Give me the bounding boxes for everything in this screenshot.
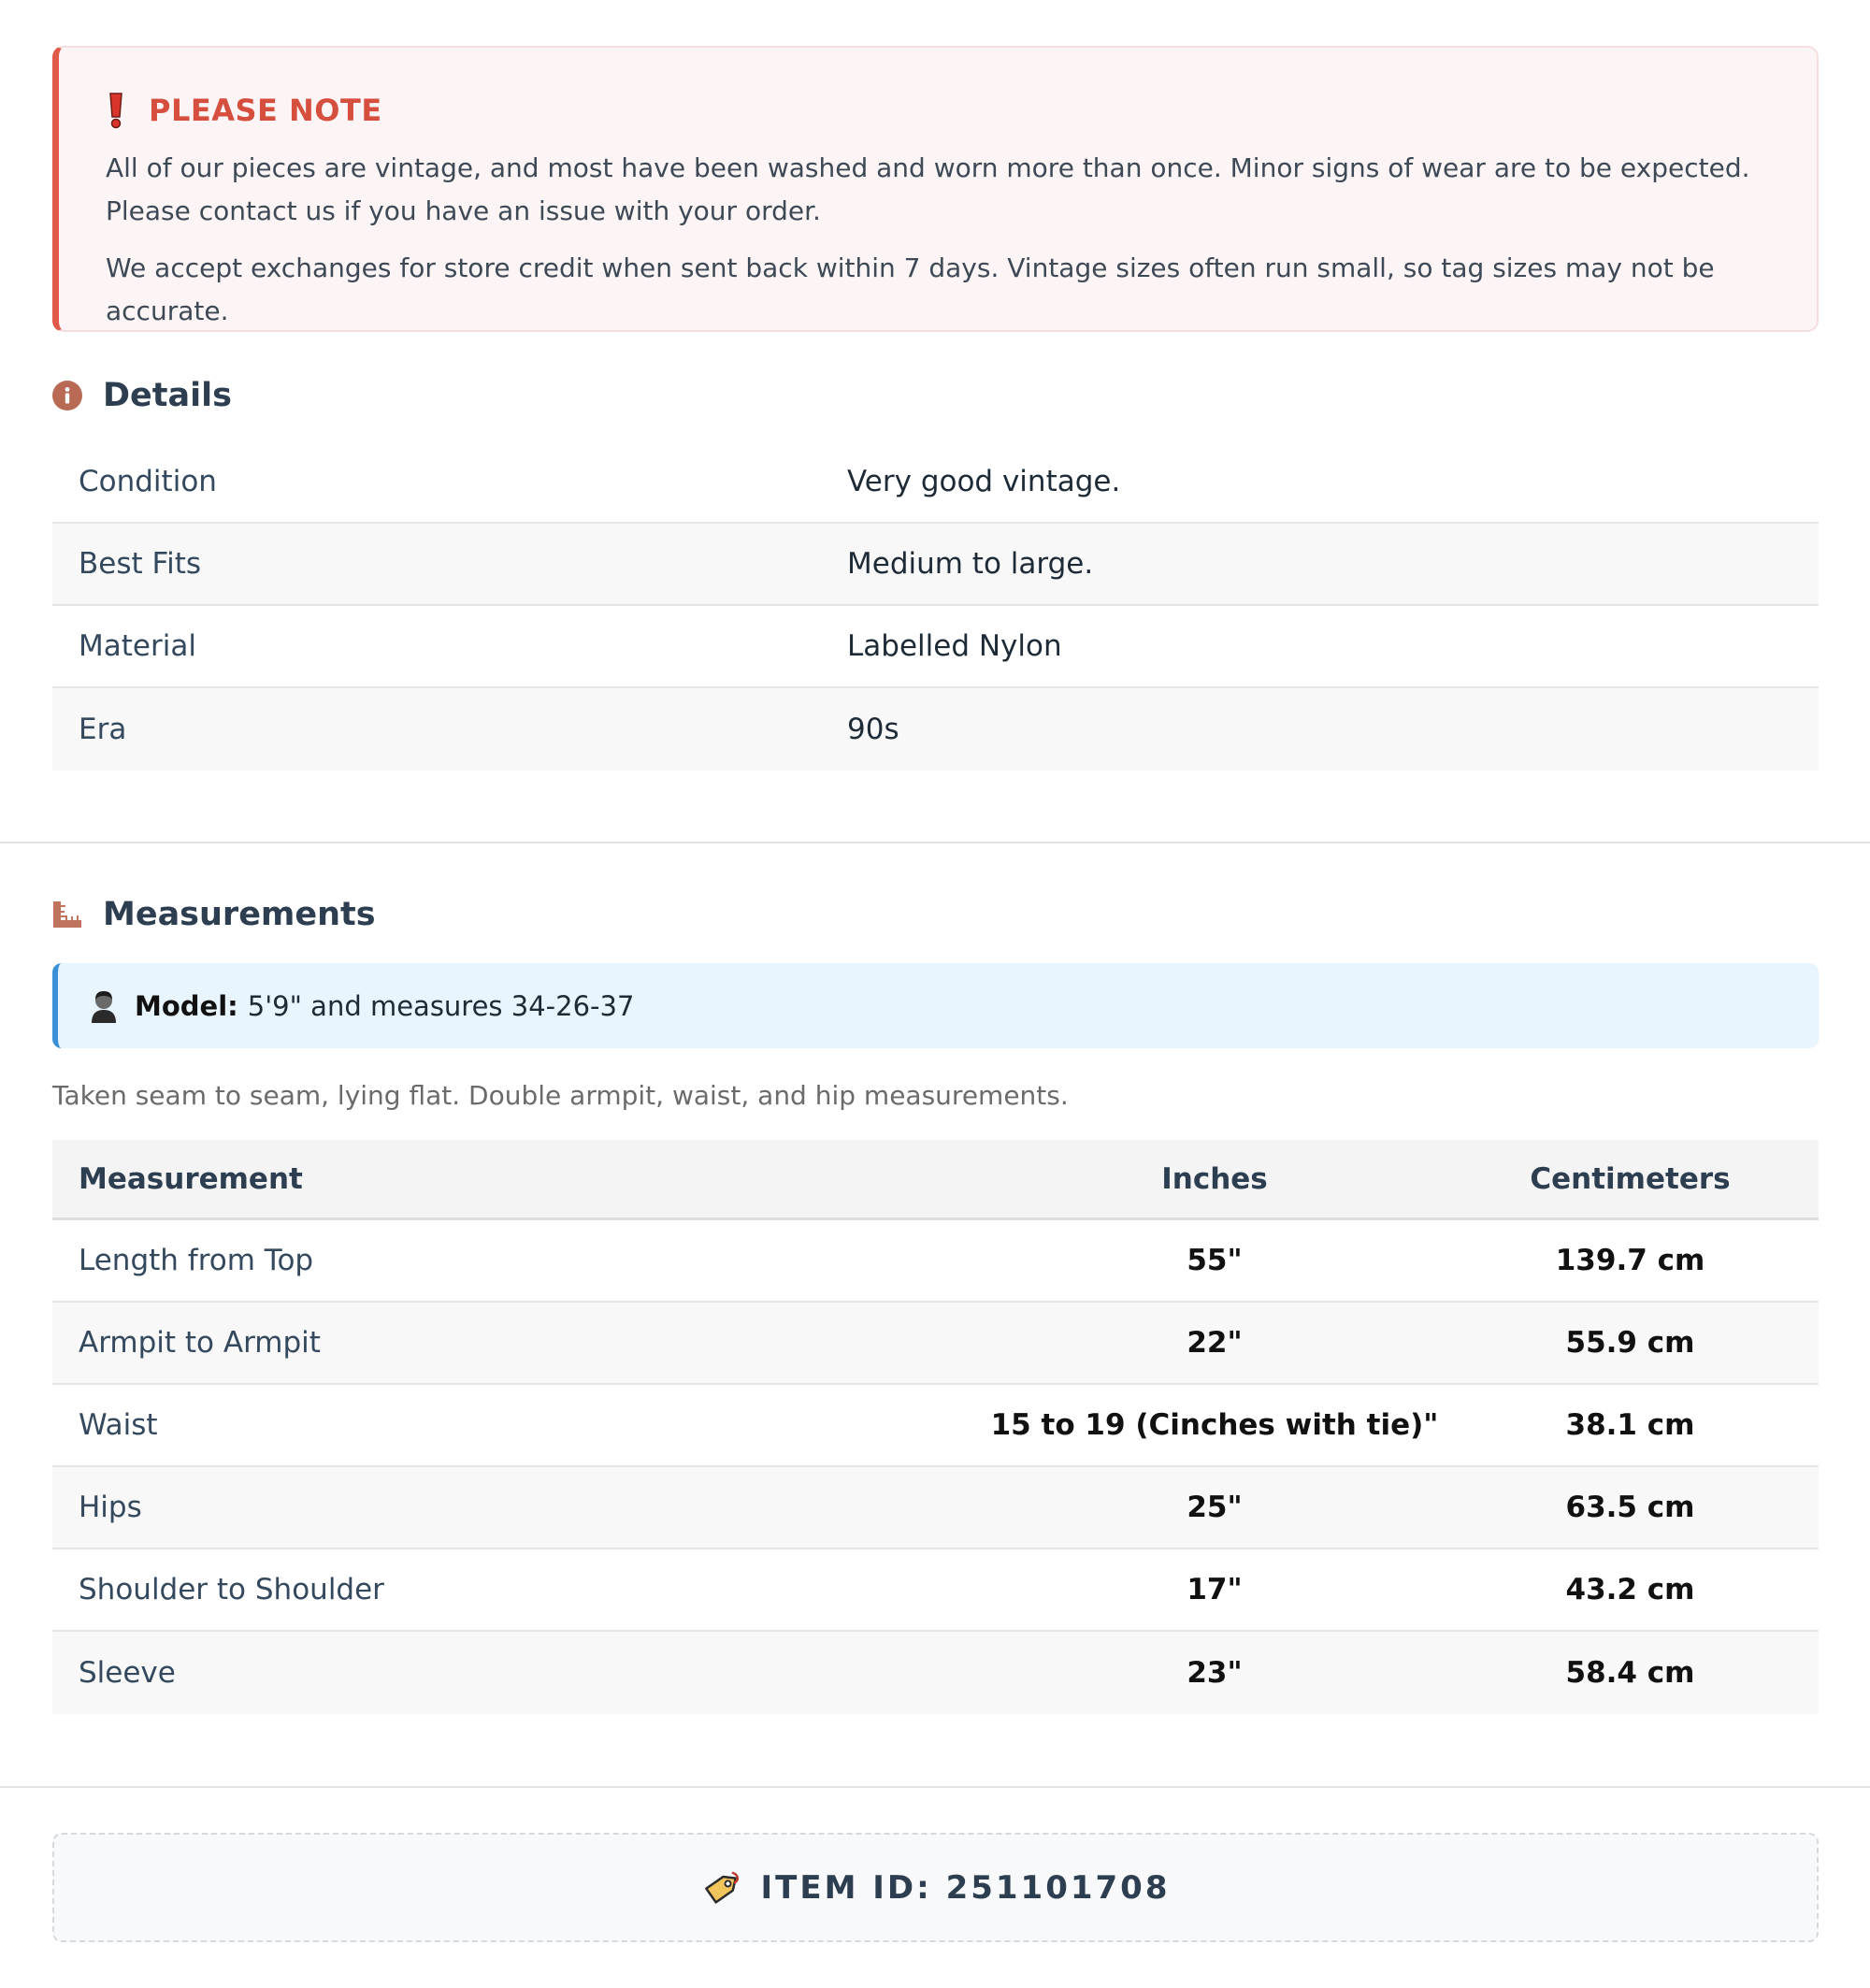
- column-header: Centimeters: [1530, 1161, 1731, 1196]
- exclamation-icon: [106, 92, 126, 129]
- item-id-value: 251101708: [945, 1868, 1171, 1907]
- measurement-cm: 38.1 cm: [1565, 1408, 1695, 1442]
- table-row: [52, 1549, 1819, 1632]
- table-row: [52, 1467, 1819, 1549]
- model-info: [52, 963, 1819, 1048]
- notice-paragraph: All of our pieces are vintage, and most have been washed and worn more than once. Minor signs of wear are to be expected. Please contact us if you have an issue with your order.: [106, 152, 1750, 226]
- details-row: [52, 688, 1819, 771]
- measurement-inches: 15 to 19 (Cinches with tie)": [990, 1408, 1439, 1442]
- notice-paragraph: We accept exchanges for store credit when sent back within 7 days. Vintage sizes often run small, so tag sizes may not be accurate.: [106, 252, 1715, 326]
- measurement-name: Waist: [79, 1408, 158, 1442]
- details-heading: [52, 375, 232, 416]
- measurement-inches: 55": [1187, 1244, 1243, 1277]
- measurements-title: Measurements: [103, 896, 376, 933]
- measurement-inches: 22": [1187, 1326, 1243, 1360]
- measurement-name: Armpit to Armpit: [79, 1326, 321, 1360]
- measurement-inches: 17": [1187, 1573, 1243, 1606]
- section-divider: [0, 842, 1870, 843]
- measurement-cm: 139.7 cm: [1555, 1244, 1705, 1277]
- details-title: Details: [103, 377, 232, 414]
- measurement-cm: 63.5 cm: [1565, 1491, 1695, 1524]
- measurement-inches: 25": [1187, 1491, 1243, 1524]
- measurements-table: [52, 1140, 1819, 1714]
- measurement-inches: 23": [1187, 1656, 1243, 1690]
- column-header: Measurement: [79, 1161, 303, 1196]
- measurement-name: Sleeve: [79, 1656, 176, 1690]
- table-row: [52, 1303, 1819, 1385]
- measurements-heading: [52, 894, 376, 935]
- notice-box: [52, 46, 1819, 332]
- item-id-box: [52, 1833, 1819, 1942]
- details-label: Material: [79, 629, 196, 663]
- tag-icon: [701, 1867, 742, 1909]
- measurement-name: Shoulder to Shoulder: [79, 1573, 384, 1606]
- measurement-cm: 55.9 cm: [1565, 1326, 1695, 1360]
- details-label: Best Fits: [79, 547, 201, 581]
- notice-title: PLEASE NOTE: [149, 93, 382, 128]
- info-icon: [52, 381, 82, 411]
- details-table: [52, 441, 1819, 771]
- table-row: [52, 1220, 1819, 1303]
- measurement-name: Length from Top: [79, 1244, 314, 1277]
- measurement-name: Hips: [79, 1491, 142, 1524]
- ruler-icon: [52, 900, 82, 929]
- table-row: [52, 1385, 1819, 1467]
- details-row: [52, 606, 1819, 688]
- section-divider: [0, 1786, 1870, 1788]
- column-header: Inches: [1161, 1161, 1268, 1196]
- model-text: 5'9" and measures 34-26-37: [247, 989, 635, 1022]
- item-id-label: ITEM ID:: [760, 1868, 932, 1907]
- details-row: [52, 441, 1819, 524]
- measurements-note: Taken seam to seam, lying flat. Double armpit, waist, and hip measurements.: [52, 1080, 1069, 1111]
- details-value: Labelled Nylon: [847, 629, 1062, 663]
- table-row: [52, 1632, 1819, 1714]
- table-header-row: [52, 1140, 1819, 1220]
- details-label: Condition: [79, 465, 217, 498]
- model-label: Model:: [135, 989, 238, 1022]
- details-value: 90s: [847, 713, 899, 746]
- measurement-cm: 58.4 cm: [1565, 1656, 1695, 1690]
- details-value: Medium to large.: [847, 547, 1094, 581]
- details-row: [52, 524, 1819, 606]
- details-label: Era: [79, 713, 127, 746]
- measurement-cm: 43.2 cm: [1565, 1573, 1695, 1606]
- item-id-text: [761, 1869, 1171, 1907]
- notice-header: [106, 91, 1764, 130]
- person-icon: [88, 988, 120, 1024]
- details-value: Very good vintage.: [847, 465, 1121, 498]
